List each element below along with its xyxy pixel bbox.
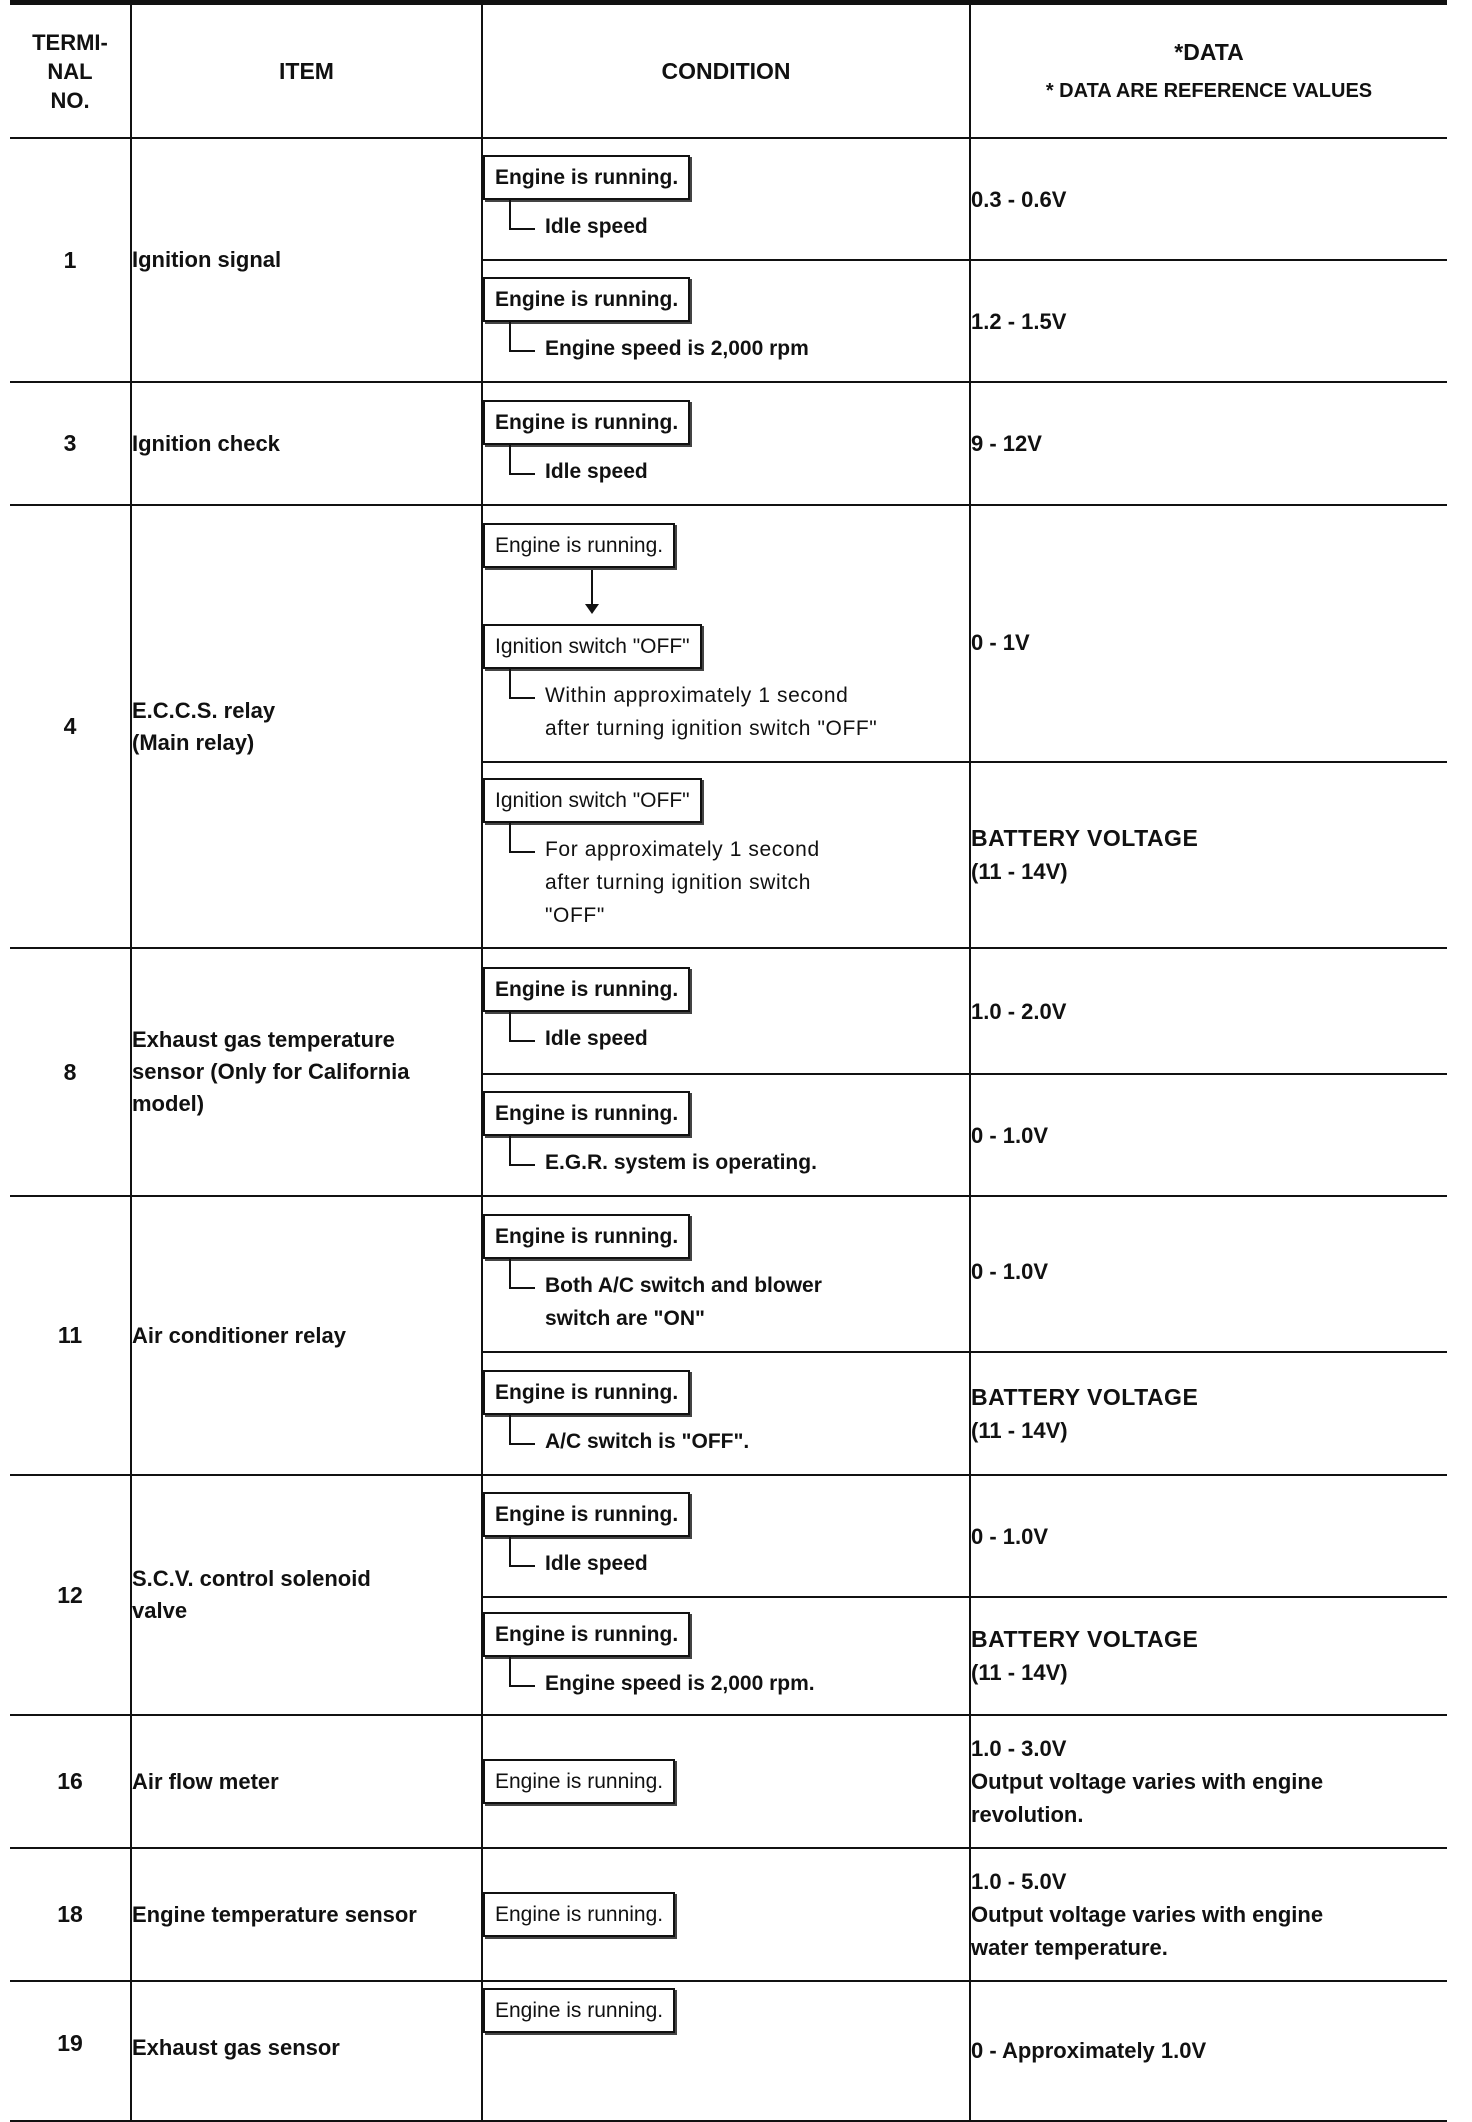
data-value-note-line1: Output voltage varies with engine (971, 1902, 1324, 1927)
terminal-number: 1 (10, 138, 131, 382)
table-row (10, 948, 1447, 1074)
data-value-main: 1.0 - 3.0V (971, 1736, 1067, 1761)
condition-box: Engine is running. (483, 1612, 690, 1657)
data-value: 9 - 12V (970, 382, 1447, 505)
table-row (10, 1475, 1447, 1597)
table-row (10, 505, 1447, 762)
item-name (131, 505, 482, 948)
data-value (970, 1715, 1447, 1848)
reference-data-sheet (10, 0, 1447, 2063)
condition-box: Engine is running. (483, 523, 675, 568)
ecu-terminal-table (10, 0, 1447, 2122)
condition-detail-line2: switch are "ON" (545, 1306, 705, 1330)
data-value (970, 1352, 1447, 1475)
header-terminal-line1: TERMI- (32, 29, 108, 55)
header-item: ITEM (131, 3, 482, 139)
condition-cell (482, 138, 970, 260)
condition-cell (482, 1196, 970, 1352)
condition-detail (509, 1269, 969, 1335)
condition-box: Engine is running. (483, 1988, 675, 2033)
item-name-line2: sensor (Only for California (132, 1059, 410, 1084)
data-value-main: BATTERY VOLTAGE (971, 825, 1199, 851)
data-value-range: (11 - 14V) (971, 1660, 1068, 1685)
data-value (970, 762, 1447, 948)
header-data-label: *DATA (1174, 39, 1244, 65)
data-value-main: 1.0 - 5.0V (971, 1869, 1067, 1894)
table-header-row (10, 3, 1447, 139)
data-value-note-line1: Output voltage varies with engine (971, 1769, 1324, 1794)
header-condition: CONDITION (482, 3, 970, 139)
item-name-line1: Exhaust gas temperature (132, 1027, 395, 1052)
condition-detail-line3: "OFF" (545, 904, 605, 927)
data-value-range: (11 - 14V) (971, 859, 1068, 884)
condition-detail: Idle speed (509, 1547, 969, 1580)
header-terminal-line2: NAL (47, 58, 93, 84)
condition-detail-line2: after turning ignition switch "OFF" (545, 716, 878, 740)
item-name-line1: S.C.V. control solenoid (132, 1566, 371, 1591)
table-row (10, 1848, 1447, 1981)
condition-detail: A/C switch is "OFF". (509, 1425, 969, 1458)
condition-cell (482, 1475, 970, 1597)
data-value (970, 1848, 1447, 1981)
condition-box: Engine is running. (483, 155, 690, 200)
condition-detail: Idle speed (509, 210, 969, 243)
table-row (10, 382, 1447, 505)
condition-cell (482, 762, 970, 948)
condition-cell (482, 1715, 970, 1848)
condition-detail (509, 833, 969, 932)
condition-detail-line1: Both A/C switch and blower (545, 1273, 822, 1297)
item-name-line3: model) (132, 1091, 205, 1116)
table-row (10, 1981, 1447, 2121)
condition-box: Engine is running. (483, 400, 690, 445)
data-value-main: BATTERY VOLTAGE (971, 1626, 1199, 1652)
item-name: Engine temperature sensor (131, 1848, 482, 1981)
data-value: 0 - 1.0V (970, 1475, 1447, 1597)
item-name: Ignition signal (131, 138, 482, 382)
terminal-number: 18 (10, 1848, 131, 1981)
condition-cell (482, 1981, 970, 2121)
item-name: Air conditioner relay (131, 1196, 482, 1475)
condition-detail-line1: For approximately 1 second (545, 838, 820, 861)
condition-box: Engine is running. (483, 1492, 690, 1537)
arrow-down-icon (591, 570, 593, 610)
item-name (131, 948, 482, 1196)
terminal-number: 11 (10, 1196, 131, 1475)
terminal-number: 4 (10, 505, 131, 948)
item-name-line1: E.C.C.S. relay (132, 697, 276, 723)
condition-detail: Idle speed (509, 455, 969, 488)
condition-cell (482, 1848, 970, 1981)
data-value: 0 - 1.0V (970, 1074, 1447, 1196)
table-row (10, 1196, 1447, 1352)
terminal-number: 19 (10, 1981, 131, 2121)
data-value-main: BATTERY VOLTAGE (971, 1383, 1199, 1410)
condition-detail: E.G.R. system is operating. (509, 1146, 969, 1179)
condition-cell (482, 1597, 970, 1715)
table-row (10, 1715, 1447, 1848)
condition-detail (509, 679, 969, 745)
condition-box: Engine is running. (483, 1892, 675, 1937)
header-data (970, 3, 1447, 139)
condition-cell (482, 505, 970, 762)
item-name (131, 1475, 482, 1715)
table-row (10, 138, 1447, 260)
header-terminal-no (10, 3, 131, 139)
data-value-range: (11 - 14V) (971, 1417, 1068, 1443)
header-data-note: * DATA ARE REFERENCE VALUES (1045, 80, 1373, 102)
condition-cell (482, 260, 970, 382)
condition-box: Engine is running. (483, 1370, 690, 1415)
condition-cell (482, 1352, 970, 1475)
condition-box: Engine is running. (483, 1091, 690, 1136)
terminal-number: 16 (10, 1715, 131, 1848)
data-value-note-line2: water temperature. (971, 1935, 1168, 1960)
data-value: 0 - 1.0V (970, 1196, 1447, 1352)
condition-cell (482, 1074, 970, 1196)
condition-cell (482, 382, 970, 505)
item-name: Air flow meter (131, 1715, 482, 1848)
data-value: 0.3 - 0.6V (970, 138, 1447, 260)
item-name-line2: valve (132, 1598, 188, 1623)
terminal-number: 3 (10, 382, 131, 505)
header-terminal-line3: NO. (50, 87, 90, 113)
condition-detail-line1: Within approximately 1 second (545, 683, 849, 707)
data-value (970, 1597, 1447, 1715)
data-value: 0 - Approximately 1.0V (970, 1981, 1447, 2121)
terminal-number: 12 (10, 1475, 131, 1715)
condition-box: Engine is running. (483, 967, 690, 1012)
condition-box: Engine is running. (483, 1759, 675, 1804)
condition-box: Engine is running. (483, 1214, 690, 1259)
data-value-note-line2: revolution. (971, 1802, 1084, 1827)
condition-box: Engine is running. (483, 277, 690, 322)
item-name-line2: (Main relay) (132, 729, 255, 755)
condition-box-ignition-off: Ignition switch "OFF" (483, 624, 702, 669)
item-name: Exhaust gas sensor (131, 1981, 482, 2121)
data-value: 1.2 - 1.5V (970, 260, 1447, 382)
condition-detail: Engine speed is 2,000 rpm. (509, 1667, 969, 1700)
item-name: Ignition check (131, 382, 482, 505)
condition-cell (482, 948, 970, 1074)
condition-box: Ignition switch "OFF" (483, 778, 702, 823)
data-value: 1.0 - 2.0V (970, 948, 1447, 1074)
data-value: 0 - 1V (970, 505, 1447, 762)
condition-detail: Engine speed is 2,000 rpm (509, 332, 969, 365)
condition-detail-line2: after turning ignition switch (545, 871, 812, 894)
terminal-number: 8 (10, 948, 131, 1196)
condition-detail: Idle speed (509, 1022, 969, 1055)
